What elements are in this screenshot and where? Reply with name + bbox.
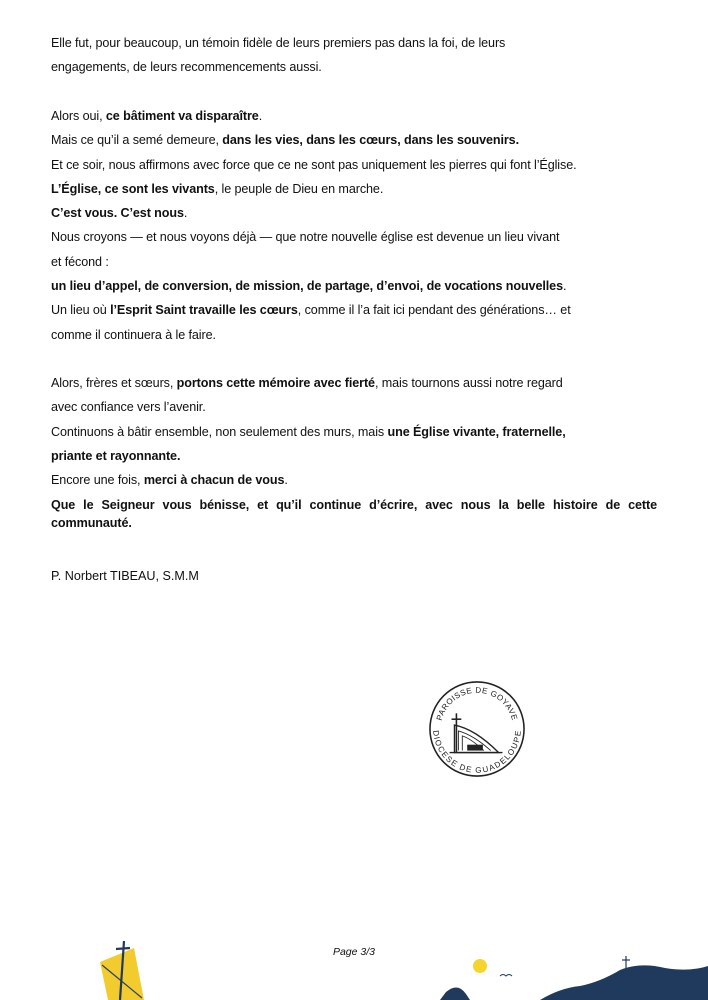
text-line <box>51 298 657 322</box>
hill-small <box>440 987 470 1000</box>
paragraph-memory <box>51 31 657 80</box>
parish-stamp <box>428 680 526 778</box>
bold-text: dans les vies, dans les cœurs, dans les souvenirs. <box>222 133 519 148</box>
paragraph-living-church <box>51 104 657 347</box>
hill-large <box>540 965 708 1000</box>
text-line <box>51 104 657 128</box>
closing-blessing <box>51 496 657 532</box>
bold-text: L’Église, ce sont les vivants <box>51 181 215 196</box>
signature: P. Norbert TIBEAU, S.M.M <box>51 569 199 583</box>
church-cross-icon <box>450 713 503 752</box>
bold-text: une Église vivante, fraternelle, <box>387 424 566 439</box>
text-line <box>51 177 657 201</box>
blessing-text: Que le Seigneur vous bénisse, et qu’il continue d’écrire, avec nous la belle histoire de cette communauté. <box>51 498 657 530</box>
stamp-bottom-text: DIOCESE DE GUADELOUPE <box>431 729 523 775</box>
text-run: Alors oui, <box>51 109 106 123</box>
text-run: Un lieu où <box>51 303 111 318</box>
page-number: Page 3/3 <box>332 946 376 958</box>
text-run: Nous croyons — et nous voyons déjà — que notre nouvelle église est devenue un lieu vivant <box>51 230 560 245</box>
text-run: . <box>284 473 288 488</box>
sailboat-cross-icon <box>94 940 160 1000</box>
text-line <box>51 128 657 152</box>
paragraph-future <box>51 371 657 492</box>
text-line <box>51 225 657 249</box>
text-run: Continuons à bâtir ensemble, non seulement des murs, mais <box>51 424 388 439</box>
bold-text: un lieu d’appel, de conversion, de mission, de partage, d’envoi, de vocations nouvelles <box>51 279 563 294</box>
text-run: Et ce soir, nous affirmons avec force que ce ne sont pas uniquement les pierres qui font l’Église. <box>51 157 577 172</box>
text-line <box>51 420 657 444</box>
bold-text: l’Esprit Saint travaille les cœurs <box>110 303 298 318</box>
text-line <box>51 371 657 395</box>
text-run: . <box>183 206 188 221</box>
text-run: engagements, de leurs recommencements aussi. <box>51 60 322 75</box>
text-run: , comme il l’a fait ici pendant des générations… et <box>297 303 571 318</box>
text-run: Encore une fois, <box>51 473 144 488</box>
svg-text:PAROISSE DE GOYAVE <box>435 686 519 722</box>
text-line <box>51 31 657 55</box>
text-run: . <box>562 279 567 294</box>
text-line <box>51 153 657 177</box>
text-run: Elle fut, pour beaucoup, un témoin fidèle de leurs premiers pas dans la foi, de leurs <box>51 36 506 50</box>
sun-icon <box>473 959 487 973</box>
text-run: et fécond : <box>51 254 109 269</box>
stamp-top-text: PAROISSE DE GOYAVE <box>434 685 520 722</box>
bold-text: C’est vous. C’est nous <box>51 206 184 221</box>
text-line <box>51 468 657 492</box>
bird-icon <box>500 975 512 977</box>
bold-text: ce bâtiment va disparaître <box>105 109 259 123</box>
bold-text: merci à chacun de vous <box>143 473 285 488</box>
text-line <box>51 444 657 468</box>
landscape-decoration <box>440 952 708 1000</box>
text-run: Alors, frères et sœurs, <box>51 376 177 390</box>
bold-text: portons cette mémoire avec fierté <box>176 376 375 390</box>
text-run: , mais tournons aussi notre regard <box>374 376 563 390</box>
text-run: Mais ce qu’il a semé demeure, <box>51 133 223 148</box>
text-run: , le peuple de Dieu en marche. <box>214 181 384 196</box>
text-line <box>51 274 657 298</box>
text-line <box>51 323 657 347</box>
text-line <box>51 55 657 79</box>
text-line <box>51 395 657 419</box>
bold-text: priante et rayonnante. <box>51 448 181 463</box>
text-run: . <box>258 109 263 123</box>
text-line <box>51 250 657 274</box>
text-run: avec confiance vers l’avenir. <box>51 400 206 415</box>
text-run: comme il continuera à le faire. <box>51 327 216 342</box>
text-line <box>51 201 657 225</box>
